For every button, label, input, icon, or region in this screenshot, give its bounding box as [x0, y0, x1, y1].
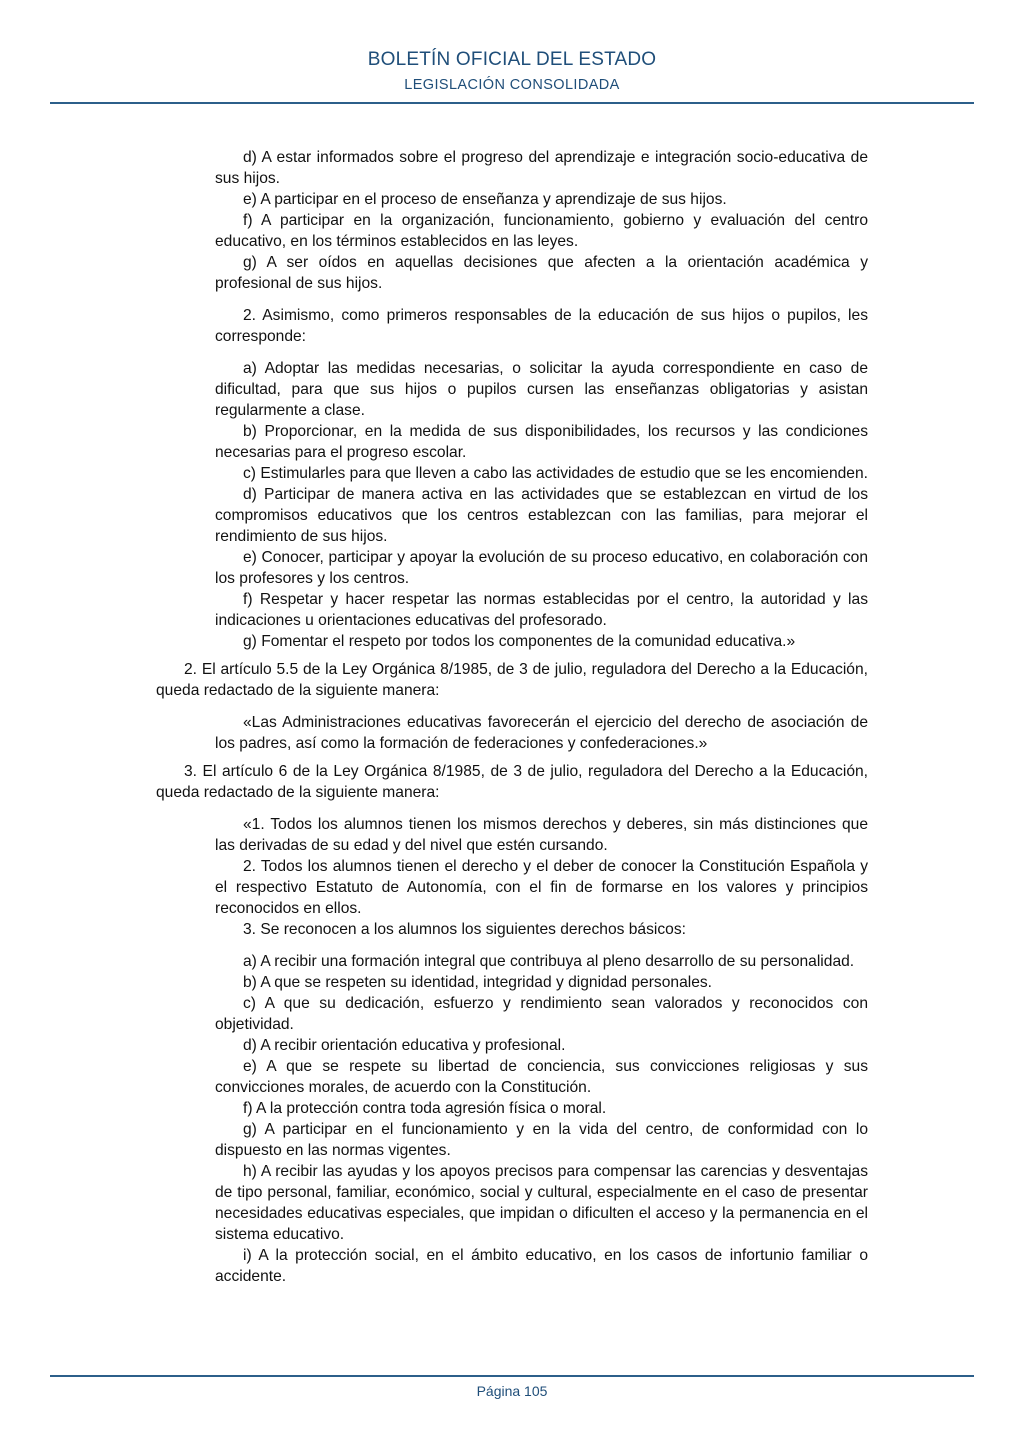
quoted-paragraph: a) Adoptar las medidas necesarias, o solicitar la ayuda correspondiente en caso de dificultad, para que sus hijos o pupilos cursen las enseñanzas obligatorias y asistan regularmente a clase.	[215, 360, 868, 419]
body-paragraph: 2. El artículo 5.5 de la Ley Orgánica 8/1985, de 3 de julio, reguladora del Derecho a la Educación, queda redactado de la siguiente manera:	[156, 661, 868, 699]
quoted-paragraph: 2. Todos los alumnos tienen el derecho y el deber de conocer la Constitución Española y el respectivo Estatuto de Autonomía, con el fin de formarse en los valores y principios reconocidos en ellos.	[215, 858, 868, 917]
quoted-paragraph: a) A recibir una formación integral que contribuya al pleno desarrollo de su personalidad.	[243, 953, 855, 970]
quoted-paragraph: f) A la protección contra toda agresión física o moral.	[243, 1100, 607, 1117]
quoted-paragraph: i) A la protección social, en el ámbito educativo, en los casos de infortunio familiar o accidente.	[215, 1247, 868, 1285]
quoted-paragraph: 3. Se reconocen a los alumnos los siguientes derechos básicos:	[243, 921, 686, 938]
document-body	[156, 147, 868, 1287]
quoted-paragraph: c) Estimularles para que lleven a cabo las actividades de estudio que se les encomienden.	[243, 465, 868, 482]
bulletin-subtitle: LEGISLACIÓN CONSOLIDADA	[404, 77, 620, 93]
quoted-paragraph: f) A participar en la organización, funcionamiento, gobierno y evaluación del centro educativo, en los términos establecidos en las leyes.	[215, 212, 868, 250]
quoted-paragraph: g) Fomentar el respeto por todos los componentes de la comunidad educativa.»	[243, 633, 796, 650]
header-divider	[50, 102, 974, 104]
page-number: Página 105	[476, 1383, 548, 1399]
quoted-paragraph: h) A recibir las ayudas y los apoyos precisos para compensar las carencias y desventajas de tipo personal, familiar, económico, social y cultural, especialmente en el caso de presentar necesidades educativas especiales, que impidan o dificulten el acceso y la permanencia en el sistema educativo.	[215, 1163, 868, 1243]
quoted-paragraph: e) A que se respete su libertad de conciencia, sus convicciones religiosas y sus convicciones morales, de acuerdo con la Constitución.	[215, 1058, 868, 1096]
quoted-paragraph: e) Conocer, participar y apoyar la evolución de su proceso educativo, en colaboración con los profesores y los centros.	[215, 549, 868, 587]
quoted-paragraph: «1. Todos los alumnos tienen los mismos derechos y deberes, sin más distinciones que las derivadas de su edad y del nivel que estén cursando.	[215, 816, 868, 854]
quoted-paragraph: d) A estar informados sobre el progreso del aprendizaje e integración socio-educativa de sus hijos.	[215, 149, 868, 187]
bulletin-title: BOLETÍN OFICIAL DEL ESTADO	[367, 49, 657, 70]
quoted-paragraph: c) A que su dedicación, esfuerzo y rendimiento sean valorados y reconocidos con objetividad.	[215, 995, 868, 1033]
quoted-paragraph: d) A recibir orientación educativa y profesional.	[243, 1037, 566, 1054]
quoted-paragraph: g) A participar en el funcionamiento y en la vida del centro, de conformidad con lo dispuesto en las normas vigentes.	[215, 1121, 868, 1159]
footer-divider	[50, 1375, 974, 1377]
quoted-paragraph: 2. Asimismo, como primeros responsables de la educación de sus hijos o pupilos, les corresponde:	[215, 307, 868, 345]
quoted-paragraph: g) A ser oídos en aquellas decisiones que afecten a la orientación académica y profesional de sus hijos.	[215, 254, 868, 292]
quoted-paragraph: b) Proporcionar, en la medida de sus disponibilidades, los recursos y las condiciones necesarias para el progreso escolar.	[215, 423, 868, 461]
quoted-paragraph: e) A participar en el proceso de enseñanza y aprendizaje de sus hijos.	[243, 191, 727, 208]
quoted-paragraph: b) A que se respeten su identidad, integridad y dignidad personales.	[243, 974, 713, 991]
body-paragraph: 3. El artículo 6 de la Ley Orgánica 8/1985, de 3 de julio, reguladora del Derecho a la Educación, queda redactado de la siguiente manera:	[156, 763, 868, 801]
quoted-paragraph: f) Respetar y hacer respetar las normas establecidas por el centro, la autoridad y las indicaciones u orientaciones educativas del profesorado.	[215, 591, 868, 629]
quoted-paragraph: d) Participar de manera activa en las actividades que se establezcan en virtud de los compromisos educativos que los centros establezcan con las familias, para mejorar el rendimiento de sus hijos.	[215, 486, 868, 545]
quoted-paragraph: «Las Administraciones educativas favorecerán el ejercicio del derecho de asociación de los padres, así como la formación de federaciones y confederaciones.»	[215, 714, 868, 752]
